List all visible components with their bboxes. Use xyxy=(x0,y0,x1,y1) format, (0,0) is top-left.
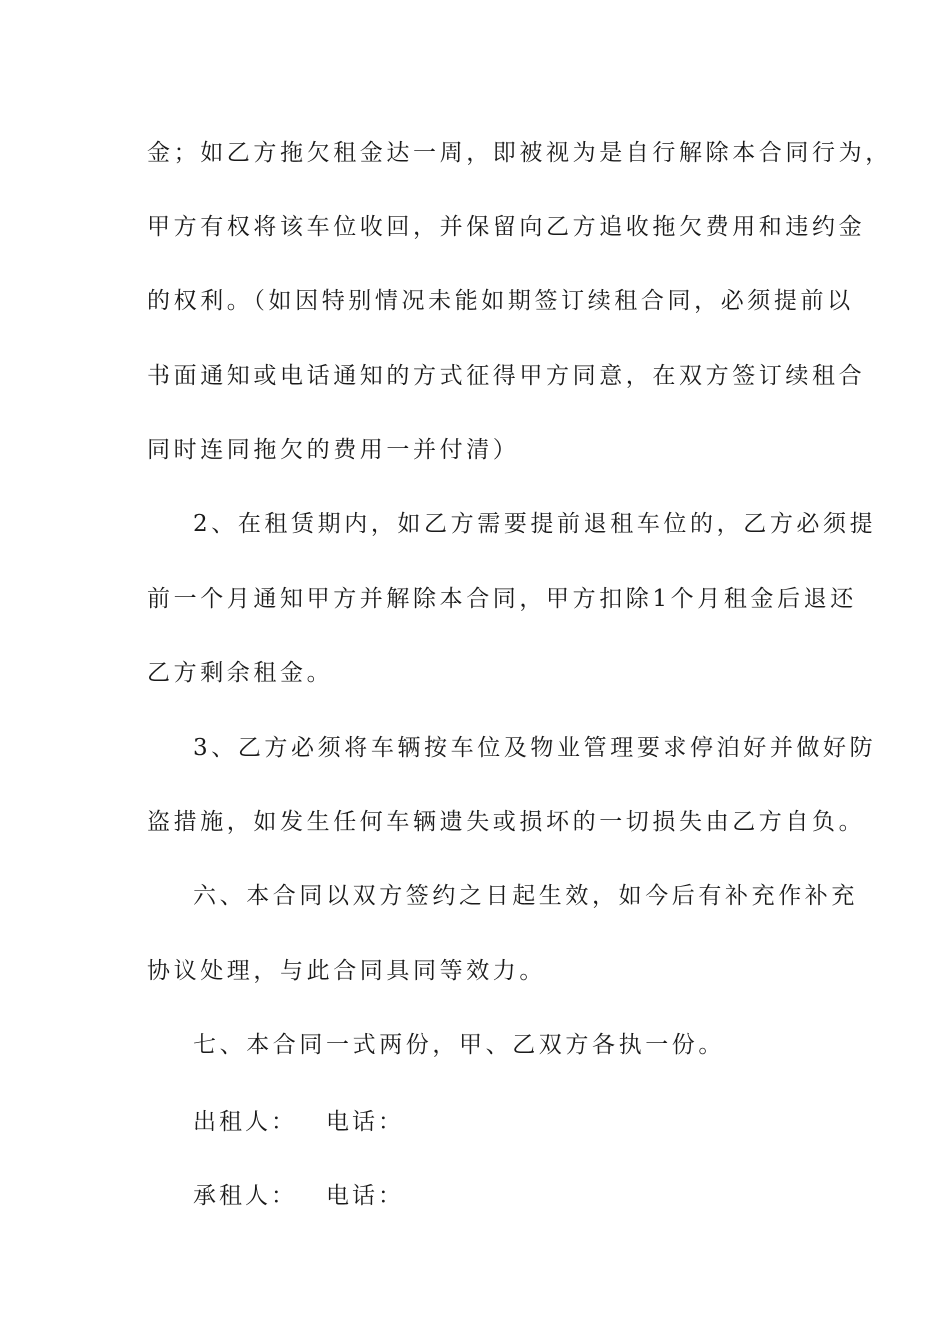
paragraph-line: 前一个月通知甲方并解除本合同，甲方扣除1个月租金后退还 xyxy=(147,586,857,612)
paragraph-line: 金；如乙方拖欠租金达一周，即被视为是自行解除本合同行为， xyxy=(147,140,892,166)
lessee-label: 承租人： xyxy=(193,1183,297,1209)
paragraph-line: 乙方剩余租金。 xyxy=(147,660,334,686)
paragraph-line: 的权利。（如因特别情况未能如期签订续租合同，必须提前以 xyxy=(147,288,854,314)
lessor-label: 出租人： xyxy=(193,1109,297,1135)
clause-3-line: 3、乙方必须将车辆按车位及物业管理要求停泊好并做好防 xyxy=(193,735,877,761)
clause-2-line: 2、在租赁期内，如乙方需要提前退租车位的，乙方必须提 xyxy=(193,511,877,537)
paragraph-line: 书面通知或电话通知的方式征得甲方同意，在双方签订续租合 xyxy=(147,363,866,389)
paragraph-line: 盗措施，如发生任何车辆遗失或损坏的一切损失由乙方自负。 xyxy=(147,809,866,835)
paragraph-line: 同时连同拖欠的费用一并付清） xyxy=(147,437,520,463)
clause-6-line: 六、本合同以双方签约之日起生效，如今后有补充作补充 xyxy=(193,883,858,909)
paragraph-line: 协议处理，与此合同具同等效力。 xyxy=(147,958,546,984)
lessee-phone-label: 电话： xyxy=(326,1183,404,1209)
lessor-phone-label: 电话： xyxy=(326,1109,404,1135)
paragraph-line: 甲方有权将该车位收回，并保留向乙方追收拖欠费用和违约金 xyxy=(147,214,866,240)
clause-7-line: 七、本合同一式两份，甲、乙双方各执一份。 xyxy=(193,1032,725,1058)
